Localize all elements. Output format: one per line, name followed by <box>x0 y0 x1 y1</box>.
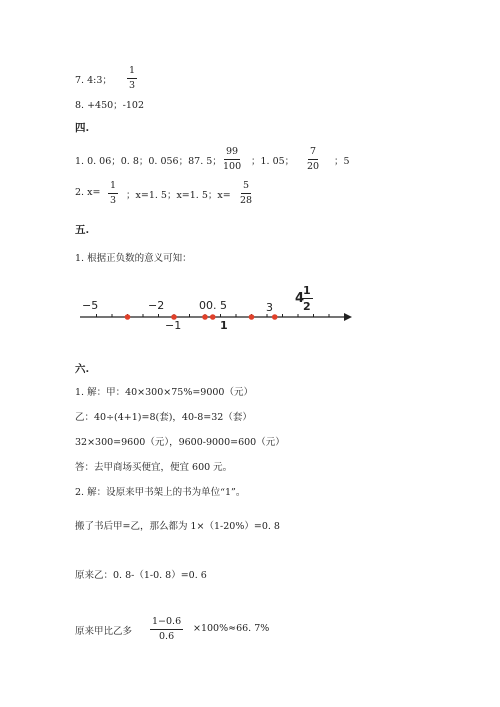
section-5-heading: 五. <box>75 224 90 236</box>
fraction-numerator: 5 <box>241 181 251 194</box>
sec6-last-lead: 原来甲比乙多 <box>75 626 133 637</box>
fraction-numerator: 7 <box>308 147 318 160</box>
number-line-point <box>272 314 278 320</box>
point-label-three: 3 <box>266 301 273 314</box>
fraction-denominator: 20 <box>307 160 320 172</box>
fraction-7-20 <box>305 147 321 171</box>
fraction-one-third <box>108 181 118 205</box>
sec4-row1-tail: ；5 <box>334 156 350 167</box>
section-4-heading: 四. <box>75 122 90 134</box>
sec4-row2-mid: ；x=1. 5；x=1. 5；x= <box>126 190 231 201</box>
fraction-numerator: 1 <box>108 181 118 194</box>
fraction-numerator: 1−0.6 <box>150 617 183 630</box>
sec6-line: 搬了书后甲=乙，那么都为 1×（1-20%）=0. 8 <box>75 521 280 532</box>
number-line-point <box>210 314 216 320</box>
mixed-number-whole: 4 <box>295 291 305 306</box>
point-label-neg5: −5 <box>82 299 99 312</box>
number-line-point <box>125 314 131 320</box>
point-label-one: 1 <box>220 319 228 332</box>
sec4-row2-lead: 2. x= <box>75 187 101 198</box>
sec6-line: 答：去甲商场买便宜，便宜 600 元。 <box>75 462 233 473</box>
arrow-head-icon <box>344 313 352 321</box>
point-label-neg1: −1 <box>165 319 182 332</box>
fraction-denominator: 28 <box>240 194 253 206</box>
answer-line-7: 7. 4:3； <box>75 75 112 86</box>
section-6-heading: 六. <box>75 363 90 375</box>
number-line-point <box>202 314 208 320</box>
point-label-half: 0. 5 <box>206 299 227 312</box>
number-line-point <box>249 314 255 320</box>
mixed-number-fraction <box>301 285 313 312</box>
fraction-99-100 <box>221 147 243 171</box>
sec5-item1: 1. 根据正负数的意义可知： <box>75 253 192 264</box>
sec6-line: 原来乙：0. 8-（1-0. 8）=0. 6 <box>75 570 207 581</box>
fraction-denominator: 3 <box>129 79 136 91</box>
sec6-line: 乙：40÷(4+1)=8(套)，40-8=32（套） <box>75 412 252 423</box>
fraction-numerator: 1 <box>303 284 311 297</box>
fraction-one-third <box>127 66 137 90</box>
fraction-denominator: 100 <box>223 160 242 172</box>
sec6-line: 32×300=9600（元），9600-9000=600（元） <box>75 437 285 448</box>
point-label-neg2: −2 <box>148 299 165 312</box>
fraction-ratio <box>150 617 183 641</box>
fraction-numerator: 1 <box>127 66 137 79</box>
sec6-line: 2. 解：设原来甲书架上的书为单位“1”。 <box>75 487 246 498</box>
fraction-5-28 <box>238 181 254 205</box>
sec6-last-tail: ×100%≈66. 7% <box>193 623 270 634</box>
point-label-zero: 0 <box>199 299 206 312</box>
fraction-numerator: 99 <box>224 147 240 160</box>
sec4-row1-mid: ；1. 05； <box>251 156 295 167</box>
sec6-line: 1. 解：甲：40×300×75%=9000（元） <box>75 387 253 398</box>
sec4-row1-lead: 1. 0. 06；0. 8；0. 056；87. 5； <box>75 156 222 167</box>
fraction-denominator: 0.6 <box>159 630 175 642</box>
fraction-denominator: 2 <box>303 300 311 313</box>
answer-line-8: 8. +450；-102 <box>75 100 145 111</box>
fraction-denominator: 3 <box>110 194 117 206</box>
